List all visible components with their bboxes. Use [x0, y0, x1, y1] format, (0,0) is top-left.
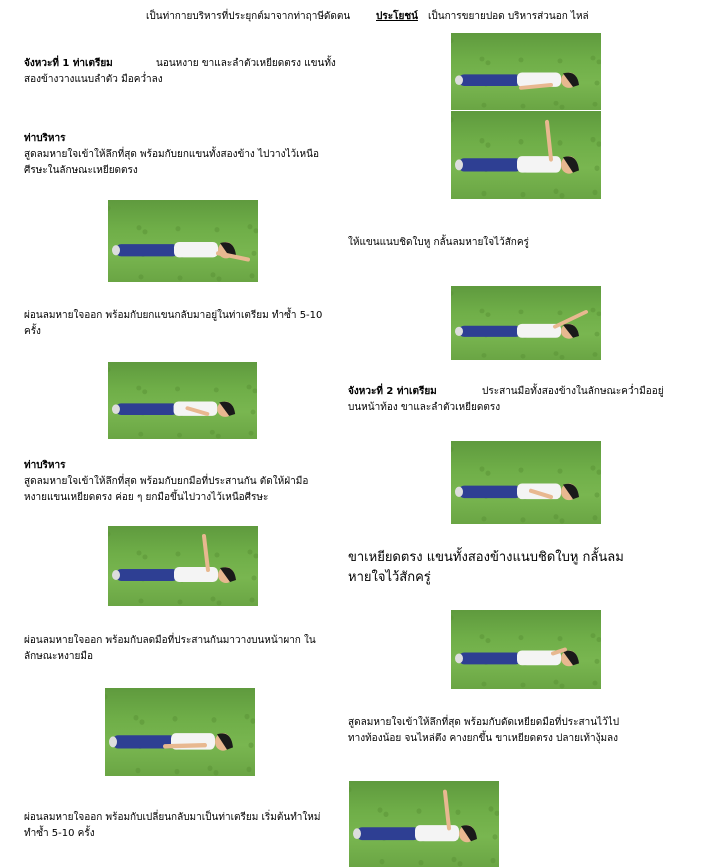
grass-speckle [252, 576, 257, 581]
grass-speckle [384, 812, 389, 817]
hold1-text: ให้แขนแนบชิดใบหู กลั้นลมหายใจไว้สักครู่ [348, 237, 529, 248]
grass-speckle [380, 859, 385, 864]
exercise-photo-9 [105, 688, 255, 776]
step2-text: ประสานมือทั้งสองข้างในลักษณะคว่ำมืออยู่ บนหน้าท้อง ขาและลำตัวเหยียดตรง [348, 386, 664, 413]
grass-speckle [480, 57, 485, 62]
grass-speckle [593, 190, 598, 196]
exercise1-heading: ท่าบริหาร [24, 133, 66, 144]
reclining-figure [108, 200, 258, 282]
reclining-figure [451, 33, 601, 110]
grass-speckle [519, 139, 524, 145]
exercise-photo-10 [349, 781, 499, 867]
grass-speckle [595, 332, 600, 337]
exercise1-text: สูดลมหายใจเข้าให้ลึกที่สุด พร้อมกับยกแขนทั้งสองข้าง ไปวางไว้เหนือ ศีรษะในลักษณะเหยียดตรง [24, 149, 319, 176]
grass-speckle [519, 467, 524, 472]
exercise2-text: สูดลมหายใจเข้าให้ลึกที่สุด พร้อมกับยกมือที่ประสานกัน ตัดให้ฝ่ามือ หงายแขนเหยียดตรง ค่อย ๆ ยกมือขึ้นไปวางไว้เหนือศีรษะ [24, 476, 309, 503]
figure-feet [455, 327, 463, 336]
grass-speckle [217, 601, 222, 606]
grass-speckle [349, 787, 352, 792]
grass-speckle [136, 386, 141, 391]
figure-shirt [415, 825, 459, 841]
grass-speckle [417, 808, 422, 813]
exercise-photo-3 [108, 200, 258, 282]
grass-speckle [591, 308, 596, 313]
grass-speckle [247, 385, 252, 390]
grass-speckle [134, 715, 139, 721]
grass-speckle [521, 104, 526, 109]
figure-pants [459, 74, 521, 86]
figure-pants [459, 158, 521, 171]
grass-speckle [597, 141, 602, 147]
grass-speckle [595, 165, 600, 171]
grass-speckle [482, 103, 487, 108]
grass-speckle [142, 389, 147, 394]
grass-speckle [558, 311, 563, 316]
figure-shirt [174, 567, 218, 582]
figure-feet [353, 828, 361, 839]
grass-speckle [176, 552, 181, 557]
grass-speckle [591, 56, 596, 61]
grass-speckle [451, 615, 454, 620]
exercise-photo-2 [451, 111, 601, 199]
grass-speckle [482, 682, 487, 687]
grass-speckle [249, 431, 254, 436]
grass-speckle [554, 514, 559, 519]
figure-pants [116, 569, 178, 581]
grass-speckle [215, 227, 220, 232]
figure-pants [357, 827, 419, 840]
figure-feet [455, 75, 463, 85]
grass-speckle [249, 742, 254, 748]
grass-speckle [486, 638, 491, 643]
figure-feet [455, 653, 463, 663]
grass-speckle [486, 471, 491, 476]
figure-feet [455, 159, 463, 170]
grass-speckle [214, 388, 219, 393]
grass-speckle [108, 532, 111, 537]
grass-speckle [521, 683, 526, 688]
grass-speckle [451, 291, 454, 296]
grass-speckle [451, 38, 454, 43]
grass-speckle [554, 680, 559, 685]
grass-speckle [254, 228, 259, 233]
intro-text: เป็นท่ากายบริหารที่ประยุกต์มาจากท่าฤาษีดัดตน [146, 11, 351, 22]
grass-speckle [139, 274, 144, 279]
grass-speckle [419, 860, 424, 865]
grass-speckle [177, 433, 182, 438]
grass-speckle [595, 81, 600, 86]
grass-speckle [560, 193, 565, 199]
grass-speckle [558, 468, 563, 473]
reclining-figure [105, 688, 255, 776]
grass-speckle [252, 251, 257, 256]
grass-speckle [560, 355, 565, 360]
grass-speckle [208, 766, 213, 772]
grass-speckle [560, 518, 565, 523]
grass-speckle [591, 465, 596, 470]
reclining-figure [451, 111, 601, 199]
figure-arm [445, 792, 449, 829]
grass-speckle [482, 516, 487, 521]
grass-speckle [593, 515, 598, 520]
grass-speckle [137, 225, 142, 230]
grass-speckle [178, 275, 183, 280]
reclining-figure [349, 781, 499, 867]
figure-pants [459, 486, 521, 498]
step1-text: นอนหงาย ขาและลำตัวเหยียดตรง แขนทั้ง สองข้างวางแนบลำตัว มือคว่ำลง [24, 58, 336, 85]
figure-shirt [517, 156, 561, 173]
figure-feet [109, 736, 117, 747]
reclining-figure [108, 526, 258, 606]
grass-speckle [593, 102, 598, 107]
reclining-figure [108, 362, 257, 439]
grass-speckle [597, 59, 602, 64]
grass-speckle [212, 717, 217, 723]
grass-speckle [105, 694, 108, 700]
exercise-photo-1 [451, 33, 601, 110]
grass-speckle [495, 811, 500, 816]
benefit-text: เป็นการขยายปอด บริหารส่วนอก ไหล่ [428, 11, 589, 22]
figure-arm [204, 536, 208, 570]
grass-speckle [554, 101, 559, 106]
grass-speckle [558, 636, 563, 641]
grass-speckle [591, 137, 596, 143]
benefit-label: ประโยชน์ [376, 11, 418, 22]
grass-speckle [250, 598, 255, 603]
release2-text: ผ่อนลมหายใจออก พร้อมกับลดมือที่ประสานกันมาวางบนหน้าผาก ใน ลักษณะหงายมือ [24, 635, 316, 662]
figure-feet [112, 404, 120, 414]
release1-text: ผ่อนลมหายใจออก พร้อมกับยกแขนกลับมาอยู่ในท่าเตรียม ทำซ้ำ 5-10 ครั้ง [24, 310, 323, 337]
grass-speckle [521, 354, 526, 359]
grass-speckle [482, 191, 487, 197]
grass-speckle [554, 189, 559, 195]
figure-arm [165, 745, 205, 746]
grass-speckle [175, 387, 180, 392]
grass-speckle [595, 492, 600, 497]
grass-speckle [173, 716, 178, 722]
grass-speckle [486, 142, 491, 148]
grass-speckle [452, 857, 457, 862]
grass-speckle [138, 432, 143, 437]
grass-speckle [216, 434, 221, 439]
figure-pants [116, 403, 178, 415]
inhale3-text: สูดลมหายใจเข้าให้ลึกที่สุด พร้อมกับดัดเหยียดมือที่ประสานไว้ไป ทางท้องน้อย จนไหล่ตึง คางยกขึ้น ขาเหยียดตรง ปลายเท้างุ้มลง [348, 717, 620, 744]
exercise2-heading: ท่าบริหาร [24, 460, 66, 471]
grass-speckle [456, 809, 461, 814]
grass-speckle [136, 768, 141, 774]
grass-speckle [593, 352, 598, 357]
grass-speckle [480, 138, 485, 144]
reclining-figure [451, 441, 601, 524]
grass-speckle [245, 714, 250, 720]
grass-speckle [560, 105, 565, 110]
grass-speckle [108, 367, 110, 372]
grass-speckle [519, 58, 524, 63]
grass-speckle [250, 273, 255, 278]
grass-speckle [143, 555, 148, 560]
grass-speckle [482, 353, 487, 358]
grass-speckle [493, 834, 498, 839]
grass-speckle [214, 770, 219, 776]
figure-arm [553, 650, 565, 654]
grass-speckle [597, 637, 602, 642]
grass-speckle [480, 309, 485, 314]
figure-shirt [174, 242, 218, 257]
step1-heading: จังหวะที่ 1 ท่าเตรียม [24, 58, 113, 69]
grass-speckle [554, 351, 559, 356]
grass-speckle [486, 60, 491, 65]
grass-speckle [248, 224, 253, 229]
grass-speckle [521, 192, 526, 198]
grass-speckle [519, 635, 524, 640]
grass-speckle [140, 719, 145, 725]
figure-feet [112, 570, 120, 580]
grass-speckle [521, 517, 526, 522]
grass-speckle [211, 597, 216, 602]
exercise-photo-8 [451, 610, 601, 689]
grass-speckle [210, 430, 215, 435]
release3-text: ผ่อนลมหายใจออก พร้อมกับเปลี่ยนกลับมาเป็นท่าเตรียม เริ่มต้นทำใหม่ ทำซ้ำ 5-10 ครั้ง [24, 812, 321, 839]
grass-speckle [251, 410, 256, 415]
grass-speckle [597, 311, 602, 316]
grass-speckle [217, 276, 222, 281]
grass-speckle [489, 806, 494, 811]
grass-speckle [254, 554, 259, 559]
grass-speckle [458, 861, 463, 866]
hold2-text: ขาเหยียดตรง แขนทั้งสองข้างแนบชิดใบหู กลั้นลม หายใจไว้สักครู่ [348, 550, 624, 585]
grass-speckle [519, 310, 524, 315]
grass-speckle [491, 858, 496, 863]
figure-feet [455, 487, 463, 497]
grass-speckle [378, 807, 383, 812]
grass-speckle [137, 551, 142, 556]
grass-speckle [558, 59, 563, 64]
grass-speckle [139, 599, 144, 604]
grass-speckle [451, 447, 454, 452]
reclining-figure [451, 610, 601, 689]
step2-heading: จังหวะที่ 2 ท่าเตรียม [348, 386, 437, 397]
exercise-photo-6 [451, 441, 601, 524]
exercise-photo-4 [451, 286, 601, 360]
grass-speckle [247, 767, 252, 773]
figure-arm [547, 122, 551, 159]
grass-speckle [215, 553, 220, 558]
grass-speckle [486, 312, 491, 317]
grass-speckle [143, 229, 148, 234]
figure-pants [459, 326, 521, 337]
grass-speckle [211, 272, 216, 277]
figure-feet [112, 245, 120, 255]
grass-speckle [480, 634, 485, 639]
grass-speckle [251, 718, 256, 724]
grass-speckle [178, 600, 183, 605]
grass-speckle [597, 470, 602, 475]
exercise-photo-7 [108, 526, 258, 606]
grass-speckle [108, 206, 111, 211]
grass-speckle [451, 117, 454, 123]
figure-pants [116, 244, 178, 256]
grass-speckle [253, 388, 257, 393]
grass-speckle [248, 550, 253, 555]
grass-speckle [560, 684, 565, 689]
grass-speckle [176, 226, 181, 231]
grass-speckle [175, 769, 180, 775]
grass-speckle [558, 140, 563, 146]
exercise-photo-5 [108, 362, 257, 439]
grass-speckle [595, 659, 600, 664]
grass-speckle [480, 466, 485, 471]
grass-speckle [593, 681, 598, 686]
reclining-figure [451, 286, 601, 360]
grass-speckle [591, 633, 596, 638]
figure-pants [459, 652, 521, 664]
